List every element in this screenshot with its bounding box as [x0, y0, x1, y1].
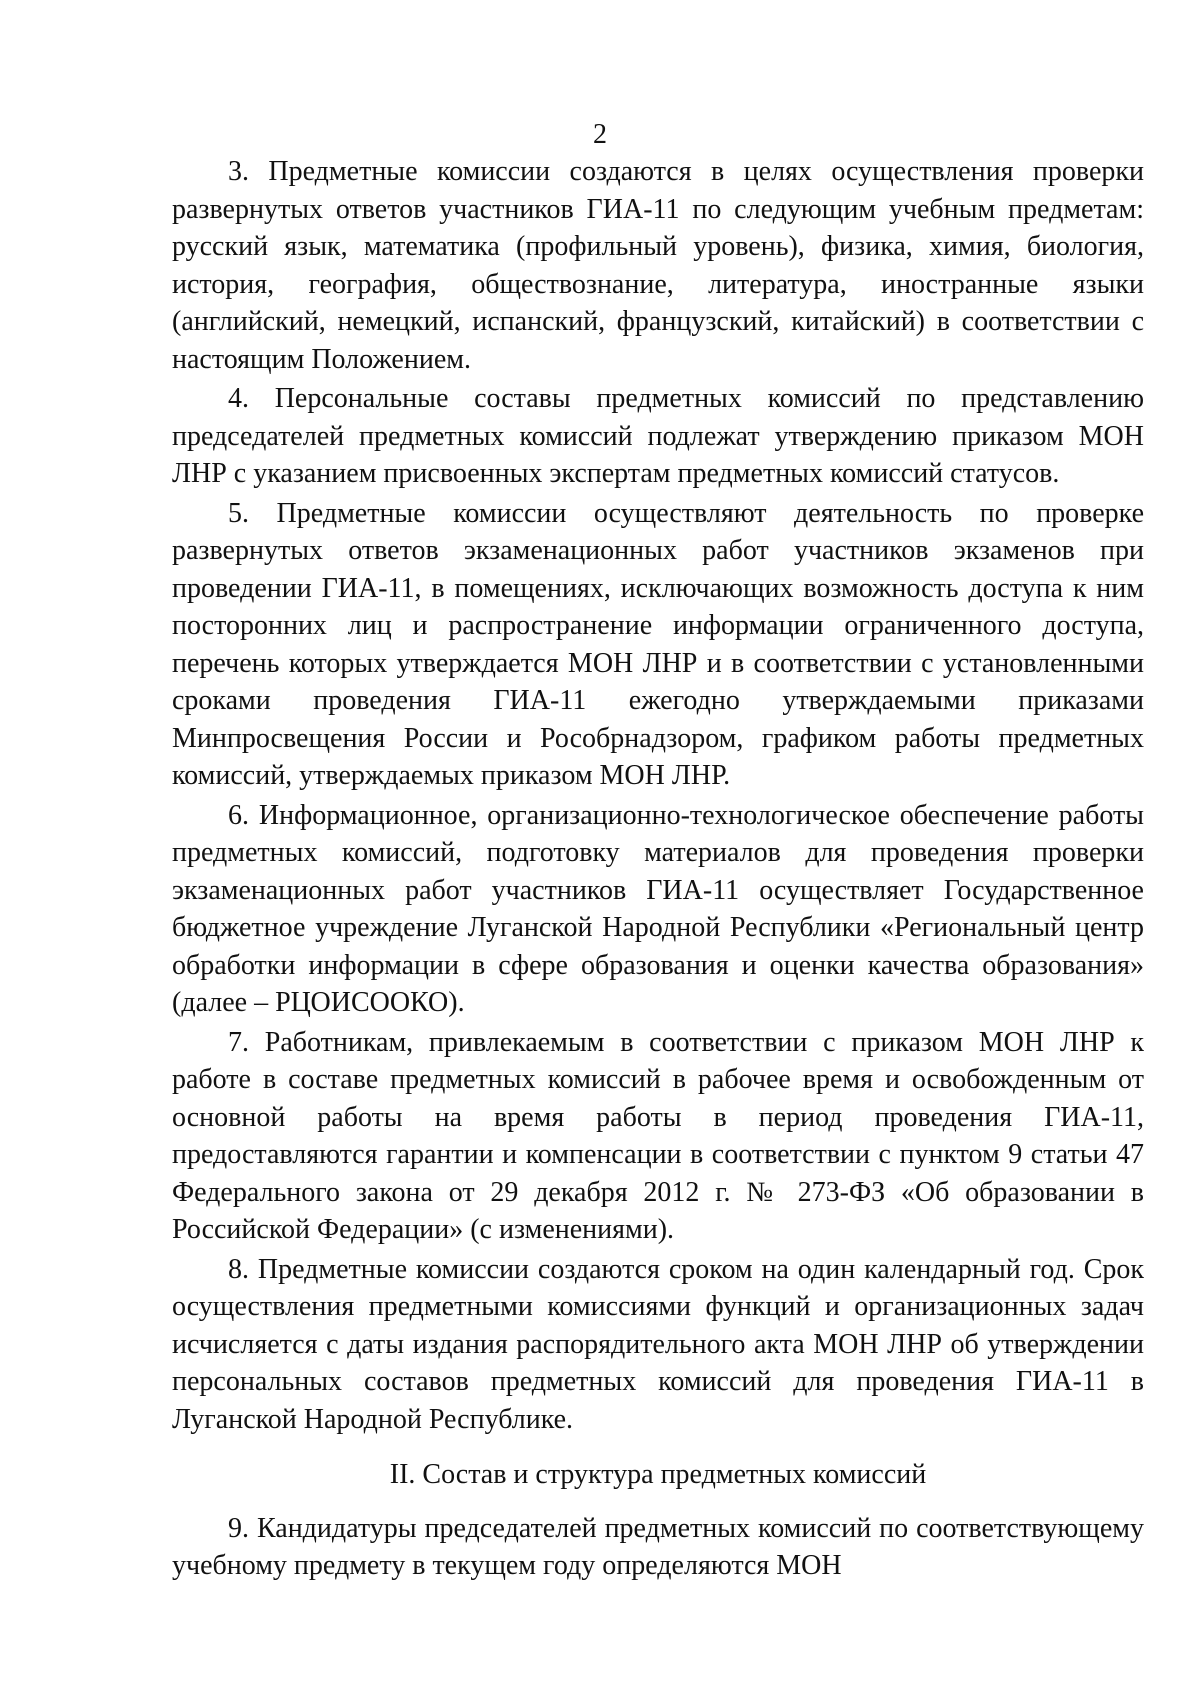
paragraph-8: 8. Предметные комиссии создаются сроком на один календарный год. Срок осуществления предметными комиссиями функций и организационных задач исчисляется с даты издания распорядительного акта МОН ЛНР об утверждении персональных составов предметных комиссий для проведения ГИА-11 в Луганской Народной Республике. — [172, 1253, 1144, 1435]
paragraph-5: 5. Предметные комиссии осуществляют деятельность по проверке развернутых ответов экзаменационных работ участников экзаменов при проведении ГИА-11, в помещениях, исключающих возможность доступа к ним посторонних лиц и распространение информации ограниченного доступа, перечень которых утверждается МОН ЛНР и в соответствии с установленными сроками проведения ГИА-11 ежегодно утверждаемыми приказами Минпросвещения России и Рособрнадзором, графиком работы предметных комиссий, утверждаемых приказом МОН ЛНР. — [172, 497, 1144, 791]
paragraph-6: 6. Информационное, организационно-технологическое обеспечение работы предметных комиссий, подготовку материалов для проведения проверки экзаменационных работ участников ГИА-11 осуществляет Государственное бюджетное учреждение Луганской Народной Республики «Региональный центр обработки информации в сфере образования и оценки качества образования» (далее – РЦОИСООКО). — [172, 799, 1144, 1018]
paragraph-4: 4. Персональные составы предметных комиссий по представлению председателей предметных комиссий подлежат утверждению приказом МОН ЛНР с указанием присвоенных экспертам предметных комиссий статусов. — [172, 383, 1144, 489]
paragraph-3: 3. Предметные комиссии создаются в целях осуществления проверки развернутых ответов участников ГИА-11 по следующим учебным предметам: русский язык, математика (профильный уровень), физика, химия, биология, история, география, обществознание, литература, иностранные языки (английский, немецкий, испанский, французский, китайский) в соответствии с настоящим Положением. — [172, 156, 1144, 375]
page-number: 2 — [593, 119, 607, 150]
paragraph-7: 7. Работникам, привлекаемым в соответствии с приказом МОН ЛНР к работе в составе предметных комиссий в рабочее время и освобожденным от основной работы на время работы в период проведения ГИА-11, предоставляются гарантии и компенсации в соответствии с пунктом 9 статьи 47 Федерального закона от 29 декабря 2012 г. № 273-ФЗ «Об образовании в Российской Федерации» (с изменениями). — [172, 1026, 1144, 1245]
paragraph-9: 9. Кандидатуры председателей предметных комиссий по соответствующему учебному предмету в текущем году определяются МОН — [172, 1512, 1144, 1581]
document-body — [172, 153, 1144, 1585]
section-heading: II. Состав и структура предметных комиссий — [389, 1459, 927, 1490]
